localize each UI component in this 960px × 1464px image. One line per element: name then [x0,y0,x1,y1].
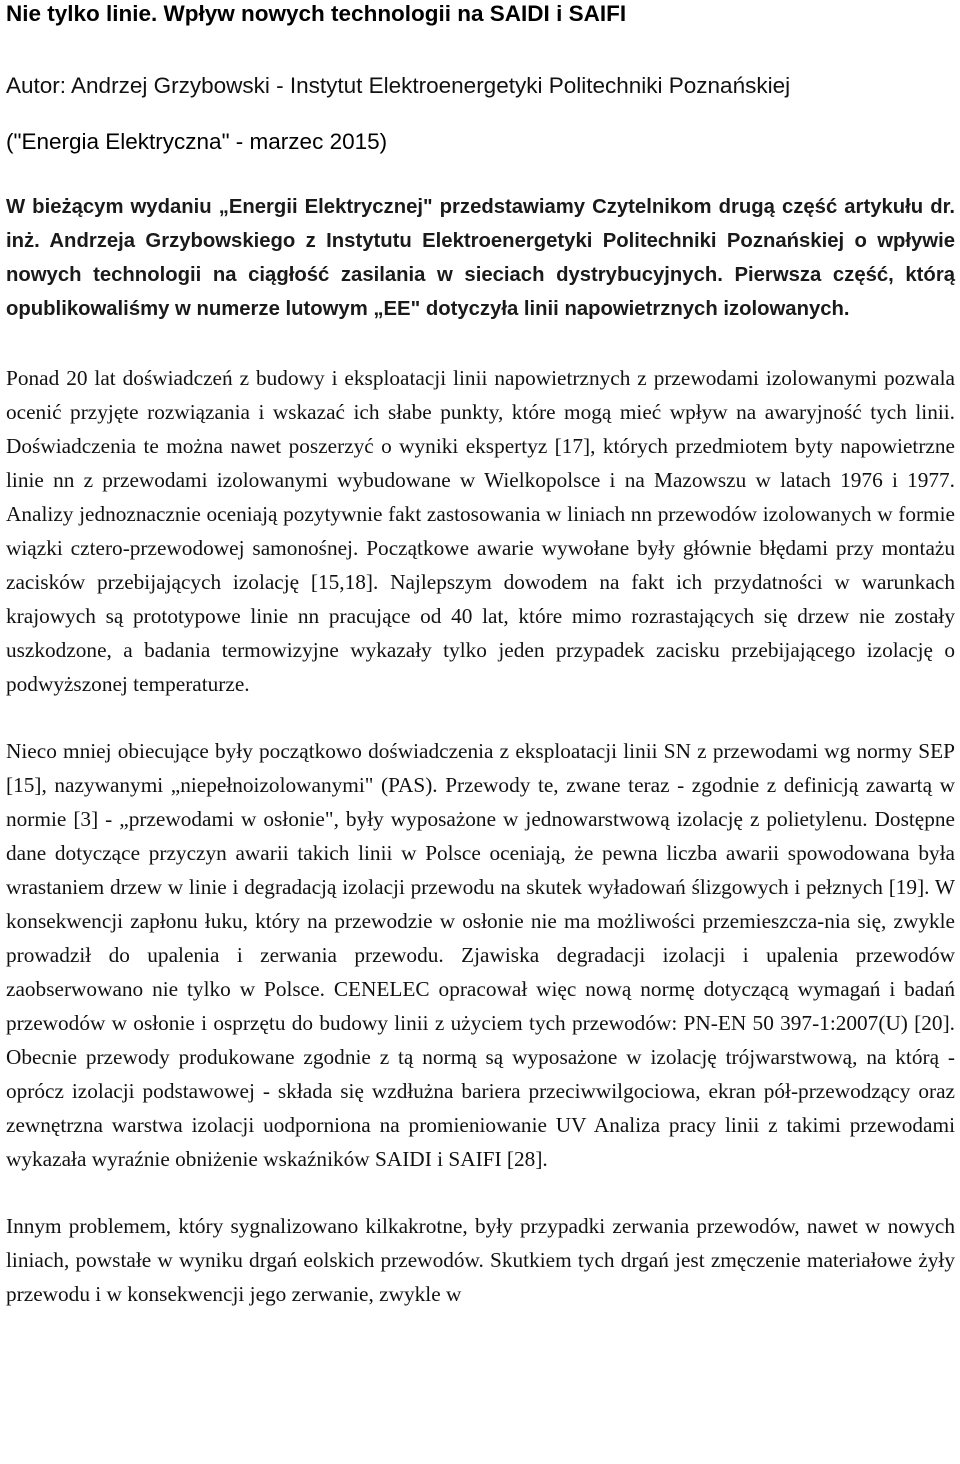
article-author: Autor: Andrzej Grzybowski - Instytut Elektroenergetyki Politechniki Poznańskiej [6,73,791,98]
article-source: ("Energia Elektryczna" - marzec 2015) [6,129,388,154]
body-paragraph-1: Ponad 20 lat doświadczeń z budowy i eksploatacji linii napowietrznych z przewodami izolowanymi pozwala ocenić przyjęte rozwiązania i wskazać ich słabe punkty, które mogą mieć wpływ na awaryjność tych linii. Doświadczenia te można nawet poszerzyć o wyniki ekspertyz [17], których przedmiotem byty napowietrzne linie nn z przewodami izolowanymi wybudowane w Wielkopolsce i na Mazowszu w latach 1976 i 1977. Analizy jednoznacznie oceniają pozytywnie fakt zastosowania w liniach nn przewodów izolowanych w formie wiązki cztero-przewodowej samonośnej. Początkowe awarie wywołane były głównie błędami przy montażu zacisków przebijających izolację [15,18]. Najlepszym dowodem na fakt ich przydatności w warunkach krajowych są prototypowe linie nn pracujące od 40 lat, które mimo rozrastających się drzew nie zostały uszkodzone, a badania termowizyjne wykazały tylko jeden przypadek zacisku przebijającego izolację o podwyższonej temperaturze. [6,366,955,696]
body-paragraph-2: Nieco mniej obiecujące były początkowo doświadczenia z eksploatacji linii SN z przewodami wg normy SEP [15], nazywanymi „niepełnoizolowanymi" (PAS). Przewody te, zwane teraz - zgodnie z definicją zawartą w normie [3] - „przewodami w osłonie", były wyposażone w jednowarstwową izolację z polietylenu. Dostępne dane dotyczące przyczyn awarii takich linii w Polsce oceniają, że pewna liczba awarii spowodowana była wrastaniem drzew w linie i degradacją izolacji przewodu na skutek wyładowań ślizgowych i pełznych [19]. W konsekwencji zapłonu łuku, który na przewodzie w osłonie nie ma możliwości przemieszcza-nia się, zwykle prowadził do upalenia i zerwania przewodu. Zjawiska degradacji izolacji i upalenia przewodów zaobserwowano nie tylko w Polsce. CENELEC opracował więc nową normę dotyczącą wymagań i badań przewodów w osłonie i osprzętu do budowy linii z użyciem tych przewodów: PN-EN 50 397-1:2007(U) [20]. Obecnie przewody produkowane zgodnie z tą normą są wyposażone w izolację trójwarstwową, na którą - oprócz izolacji podstawowej - składa się wzdłużna bariera przeciwwilgociowa, ekran pół-przewodzący oraz zewnętrzna warstwa izolacji uodporniona na promieniowanie UV Analiza pracy linii z takimi przewodami wykazała wyraźnie obniżenie wskaźników SAIDI i SAIFI [28]. [6,739,955,1171]
article-lead: W bieżącym wydaniu „Energii Elektrycznej" przedstawiamy Czytelnikom drugą część artykułu dr. inż. Andrzeja Grzybowskiego z Instytutu Elektroenergetyki Politechniki Poznańskiej o wpływie nowych technologii na ciągłość zasilania w sieciach dystrybucyjnych. Pierwsza część, którą opublikowaliśmy w numerze lutowym „EE" dotyczyła linii napowietrznych izolowanych. [6,196,955,320]
article-title: Nie tylko linie. Wpływ nowych technologii na SAIDI i SAIFI [6,1,627,26]
body-paragraph-3: Innym problemem, który sygnalizowano kilkakrotne, były przypadki zerwania przewodów, nawet w nowych liniach, powstałe w wyniku drgań eolskich przewodów. Skutkiem tych drgań jest zmęczenie materiałowe żyły przewodu i w konsekwencji jego zerwanie, zwykle w [6,1214,955,1306]
